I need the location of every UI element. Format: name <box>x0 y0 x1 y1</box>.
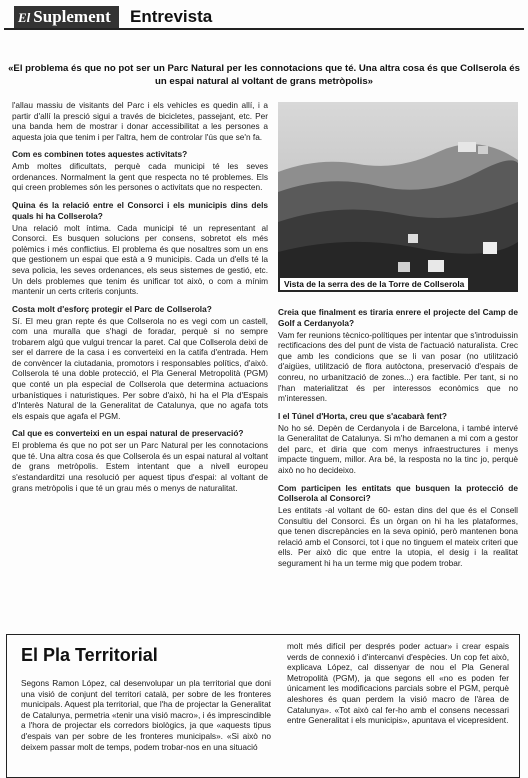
supplement-label <box>14 6 119 28</box>
section-title: Entrevista <box>130 7 213 26</box>
box-title: El Pla Territorial <box>21 645 158 665</box>
answer-3: Sí. El meu gran repte és que Collserola no es vegi com un castell, com una muralla que s'hagi de foradar, perquè si no sempre trobarem algú que vulgui trencar la paret. Cal que Collserola deixi de ser el darrere de la casa i es converteixi en la catifa d'entrada. Hem de convèncer la ciutadania, promotors i responsables polítics, d'això. Collserola té una doble protecció, el Pla General Metropolità (PGM) que conté un pla especial de Collserola que determina actuacions urbanístiques i naturistiques. Per sobre d'això, hi ha el Pla d'Espais d'Interès Natural de la Generalitat de Catalunya, que no agafa tots els espais que agafa el PGM. <box>12 315 268 421</box>
answer-2: Una relació molt íntima. Cada municipi té un representant al Consorci. Es busquen solucions per consens, sobretot els més polèmics i més conflictius. El problema és que nosaltres som un ens que gestionem un espai que està a 9 municipis. Cada un d'ells té la seva policia, les seves ordenances, els seus sistemes de gestió, etc. Un dels problemes que tenim és unificar tot això, o com a mínim mantenir un certs criteris conjunts. <box>12 222 268 297</box>
answer-1: Amb moltes dificultats, perquè cada municipi té les seves ordenances. Normalment la gent que respecta no té problemes. Els qui creen problemes són les persones o activitats que no respecten. <box>12 161 268 193</box>
answer-4: El problema és que no pot ser un Parc Natural per les connotacions que té. Una altra cosa és que Collserola és un espai natural al voltant de grans metròpolis. Estem intentant que a nivell europeu s'estandarditzi una resolució per aquest tipus d'espai: al voltant de grans metròpolis i que té un grau més o menys de naturalitat. <box>12 440 268 493</box>
page-header <box>4 6 524 30</box>
question-1: Com es combinen totes aquestes activitats? <box>12 149 188 160</box>
right-column <box>278 300 518 574</box>
supplement-label-italic: El <box>18 10 31 25</box>
photo-illustration <box>278 102 518 292</box>
question-2: Quina és la relació entre el Consorci i els municipis dins dels quals hi ha Collserola? <box>12 199 268 221</box>
header-rule <box>4 28 524 30</box>
pla-territorial-box <box>6 634 520 778</box>
question-7: Com participen les entitats que busquen la protecció de Collserola al Consorci? <box>278 482 518 504</box>
answer-5: Vam fer reunions tècnico-polítiques per intentar que s'introduissin rectificacions des del punt de vista de l'actuació naturalista. Crec que amb les condicions que se li van posar (no utilització d'aigües, utilització de flora autòctona, preservació d'espais de conreu, no urbanització de zones...) era factible. Per tant, si no l'han materialitzat és per interessos econòmics que no m'interessen. <box>278 329 518 404</box>
question-6: I el Túnel d'Horta, creu que s'acabarà fent? <box>278 410 448 421</box>
photo-caption: Vista de la serra des de la Torre de Collserola <box>280 278 468 290</box>
intro-paragraph: l'allau massiu de visitants del Parc i els vehicles es quedin allí, i a partir d'allí la presció sigui a través de bicicletes, passejant, etc. Per una banda hem de mostrar i donar accessibilitat a les persones a aquesta joia que tenim i per l'altra, hem de controlar l'ús que se'n fa. <box>12 100 268 142</box>
pull-quote: «El problema és que no pot ser un Parc Natural per les connotacions que té. Una altra cosa és que Collserola és un espai natural al voltant de grans metròpolis» <box>8 63 520 87</box>
box-right-text: molt més difícil per després poder actuar» i crear espais verds de connexió i d'intercanvi d'espècies. Un cop fet això, explicava López, cal dissenyar de nou el Pla General Metropolità (PGM), ja que segons ell «no es poden fer únicament les modificacions parcials sobre el PGM, perquè aleshores és quan perdem la visió macro de l'àrea de Catalunya». «Tot això cal fer-ho amb el consens necessari entre Generalitat i els municipis», apuntava el vicepresident. <box>287 641 509 726</box>
left-column <box>12 100 268 498</box>
answer-7: Les entitats -al voltant de 60- estan dins del que és el Consell Consultiu del Consorci. És un òrgan on hi ha les plataformes, que tenen discrepàncies en la seva opinió, però mantenen bona relació amb el Consorci, tot i que no tinguem el mateix criteri que ells. Per això dic que entre la utopia, el desig i la realitat segurament hi ha un terme mig que podem trobar. <box>278 505 518 569</box>
question-5: Creia que finalment es tiraria enrere el projecte del Camp de Golf a Cerdanyola? <box>278 307 518 328</box>
box-left-text: Segons Ramon López, cal desenvolupar un pla territorial que doni una visió de conjunt del territori català, per sobre de les fronteres municipals. Aquest pla territorial, que l'ha de projectar la Generalitat de Catalunya, permetria «tenir una visió macro», i és imprescindible a l'hora de projectar els corredors biològics, ja que «aquests tipus d'espais van per sobre de les fronteres municipals». «Si això no deixem passar molt de temps, podem trobar-nos en una situació <box>21 678 271 752</box>
supplement-label-text: Suplement <box>33 7 111 26</box>
landscape-photo <box>278 102 518 292</box>
question-4: Cal que es converteixi en un espai natural de preservació? <box>12 428 244 439</box>
answer-6: No ho sé. Depèn de Cerdanyola i de Barcelona, i també intervé la Generalitat de Catalunya. Si m'ho demanen a mi com a gestor del parc, et diria que com menys infraestructures i menys impacte tinguem, millor. Ara bé, la resposta no la tinc jo, perquè això no ho decideixo. <box>278 422 518 475</box>
question-3: Costa molt d'esforç protegir el Parc de Collserola? <box>12 303 212 314</box>
